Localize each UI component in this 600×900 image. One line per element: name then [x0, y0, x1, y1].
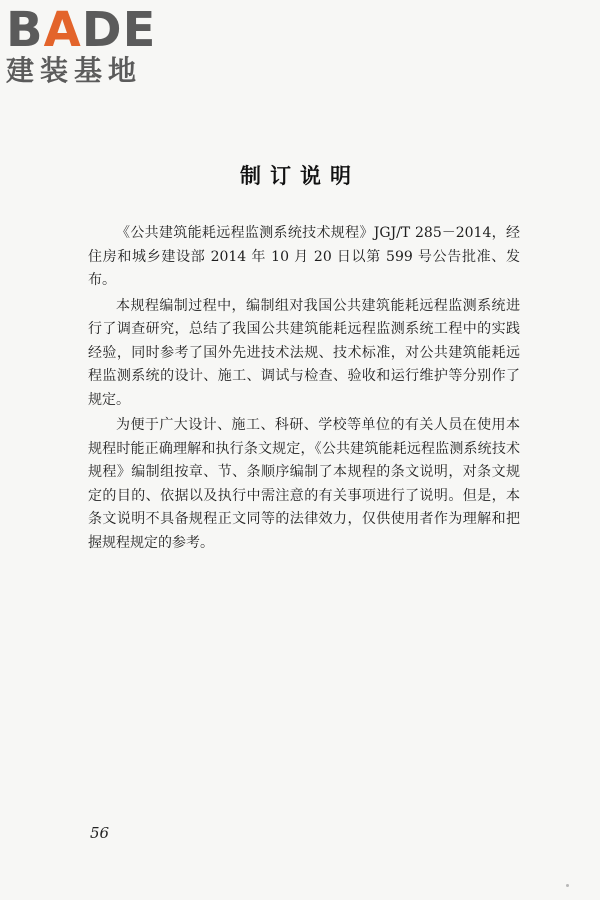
- logo-letters-de: DE: [81, 2, 157, 58]
- logo-wordmark: [6, 2, 176, 58]
- scan-speck: [566, 884, 569, 887]
- document-body: [88, 222, 520, 557]
- logo-letter-a-accent: A: [43, 2, 82, 58]
- page-number: 56: [90, 824, 110, 842]
- logo-subtitle: 建装基地: [6, 54, 143, 87]
- paragraph-approval: 《公共建筑能耗远程监测系统技术规程》JGJ/T 285－2014，经住房和城乡建设部 2014 年 10 月 20 日以第 599 号公告批准、发布。: [88, 225, 520, 288]
- paragraph-compilation: 本规程编制过程中，编制组对我国公共建筑能耗远程监测系统进行了调查研究，总结了我国公共建筑能耗远程监测系统工程中的实践经验，同时参考了国外先进技术法规、技术标准，对公共建筑能耗远程监测系统的设计、施工、调试与检查、验收和运行维护等分别作了规定。: [88, 297, 520, 408]
- logo-letter-b: B: [6, 2, 44, 58]
- bade-logo: [6, 2, 176, 98]
- paragraph-explanation: 为便于广大设计、施工、科研、学校等单位的有关人员在使用本规程时能正确理解和执行条文规定，《公共建筑能耗远程监测系统技术规程》编制组按章、节、条顺序编制了本规程的条文说明，对条文规定的目的、依据以及执行中需注意的有关事项进行了说明。但是，本条文说明不具备规程正文同等的法律效力，仅供使用者作为理解和把握规程规定的参考。: [88, 417, 520, 551]
- page-title: 制订说明: [240, 164, 360, 188]
